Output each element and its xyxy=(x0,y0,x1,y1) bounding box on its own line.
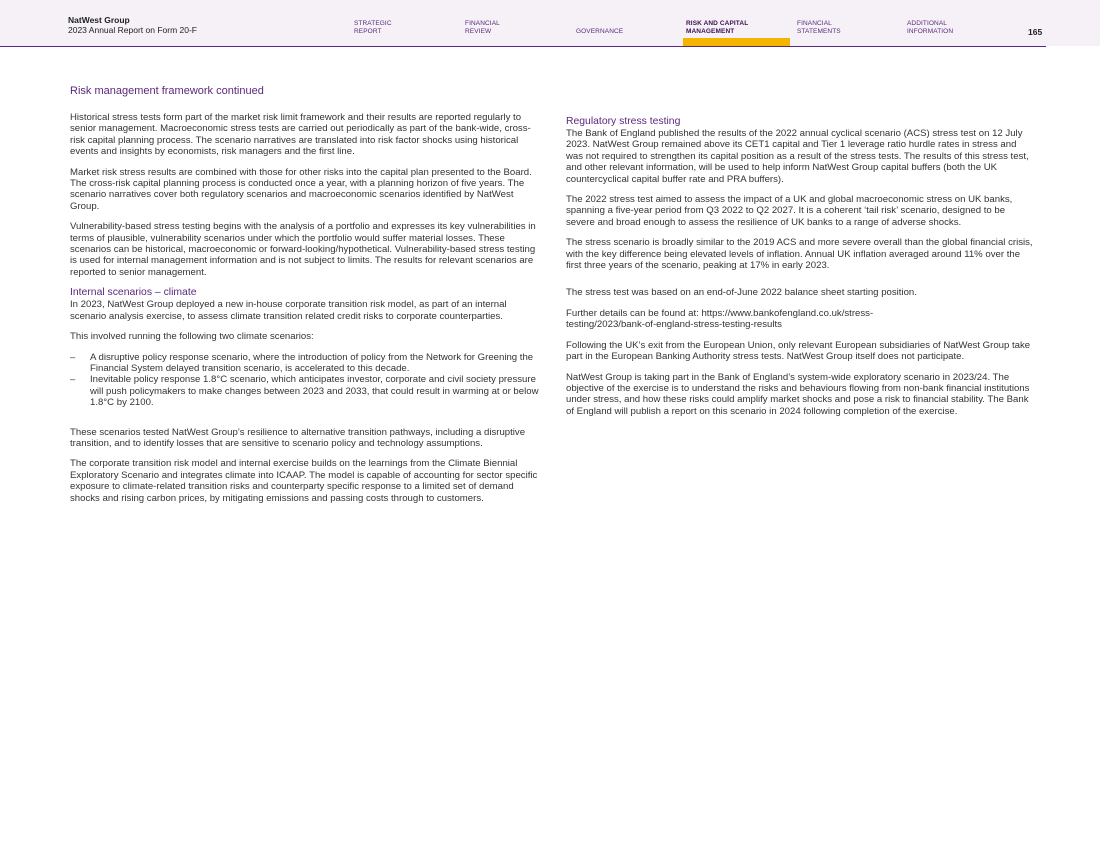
brand-name: NatWest Group xyxy=(68,15,130,25)
paragraph: NatWest Group is taking part in the Bank of England’s system-wide exploratory scenario in 2023/24. The objective of the exercise is to understand the risks and behaviours flowing from non-bank financial institutions under stress, and how these risks could amplify market shocks and pose a risk to financial stability. The Bank of England will publish a report on this scenario in 2024 following completion of the exercise. xyxy=(566,371,1030,417)
paragraph: Historical stress tests form part of the market risk limit framework and their results are reported regularly to senior management. Macroeconomic stress tests are carried out periodically as part of the bank-wide, cross-risk capital planning process. The scenario narratives are translated into risk factor shocks using historical events and insights by economists, risk managers and the first line. xyxy=(70,112,531,158)
scenario-list xyxy=(70,352,540,409)
list-item xyxy=(70,352,540,375)
nav-governance[interactable] xyxy=(576,28,623,36)
paragraph: The stress test was based on an end-of-June 2022 balance sheet starting position. xyxy=(566,287,917,299)
right-column xyxy=(566,116,1036,426)
nav-label-line2: MANAGEMENT xyxy=(686,27,735,35)
brand-block xyxy=(68,15,197,35)
bullet-dash: – xyxy=(70,374,76,386)
nav-additional-information[interactable] xyxy=(907,20,953,35)
header-divider xyxy=(0,46,1046,47)
nav-label-line1: STRATEGIC xyxy=(354,20,392,27)
nav-label-line2: REPORT xyxy=(354,27,382,35)
nav-risk-capital-management[interactable] xyxy=(686,20,748,35)
paragraph: Following the UK’s exit from the European Union, only relevant European subsidiaries of NatWest Group take part in the European Banking Authority stress tests. NatWest Group itself does not participate. xyxy=(566,339,1031,363)
left-column xyxy=(70,112,540,513)
nav-label-line2: STATEMENTS xyxy=(797,27,841,35)
page-number: 165 xyxy=(1028,27,1043,37)
nav-label-line1: FINANCIAL xyxy=(465,20,500,27)
active-section-indicator xyxy=(683,38,790,46)
paragraph: These scenarios tested NatWest Group’s resilience to alternative transition pathways, including a disruptive transition, and to identify losses that are sensitive to scenario policy and technology assumptions. xyxy=(70,426,526,449)
paragraph: This involved running the following two climate scenarios: xyxy=(70,331,314,343)
bullet-dash: – xyxy=(70,351,76,363)
list-item-text: A disruptive policy response scenario, where the introduction of policy from the Network for Greening the Financial System delayed transition scenario, is accelerated to this decade. xyxy=(90,351,534,374)
subheading-climate: Internal scenarios – climate xyxy=(70,287,197,299)
paragraph: The stress scenario is broadly similar to the 2019 ACS and more severe overall than the global financial crisis, with the key difference being elevated levels of inflation. Annual UK inflation averaged around 11% over the first three years of the scenario, peaking at 17% in early 2023. xyxy=(566,237,1033,272)
nav-label-line2: REVIEW xyxy=(465,27,492,35)
nav-label-line1: ADDITIONAL xyxy=(907,20,948,27)
section-title: Risk management framework continued xyxy=(70,85,264,97)
nav-financial-review[interactable] xyxy=(465,20,500,35)
boe-results-link[interactable]: testing/2023/bank-of-england-stress-testing-results xyxy=(566,319,782,331)
subheading-regulatory: Regulatory stress testing xyxy=(566,116,681,127)
nav-strategic-report[interactable] xyxy=(354,20,392,35)
list-item xyxy=(70,374,540,408)
link-intro-text: Further details can be found at: https://www.bankofengland.co.uk/stress- xyxy=(566,307,874,319)
list-item-text: Inevitable policy response 1.8°C scenario, which anticipates investor, corporate and civil society pressure will push policymakers to make changes between 2023 and 2033, that could result in warming at or below 1.8°C by 2100. xyxy=(90,374,539,409)
paragraph: Market risk stress results are combined with those for other risks into the capital plan presented to the Board. The cross-risk capital planning process is conducted once a year, with a planning horizon of five years. The scenario narratives cover both regulatory scenarios and macroeconomic scenarios identified by NatWest Group. xyxy=(70,166,532,212)
paragraph: The corporate transition risk model and internal exercise builds on the learnings from the Climate Biennial Exploratory Scenario and integrates climate into ICAAP. The model is capable of accounting for sector specific exposure to climate-related transition risks and counterparty specific response to a limited set of demand shocks and rising carbon prices, by mitigating emissions and passing costs through to customers. xyxy=(70,458,538,504)
paragraph: The Bank of England published the results of the 2022 annual cyclical scenario (ACS) stress test on 12 July 2023. NatWest Group remained above its CET1 capital and Tier 1 leverage ratio hurdle rates in stress and was not required to strengthen its capital position as a result of the stress tests. The results of this stress test, and other relevant information, will be used to help inform NatWest Group capital buffers (both the UK countercyclical capital buffer rate and PRA buffers). xyxy=(566,128,1029,185)
nav-label-line1: GOVERNANCE xyxy=(576,28,624,35)
nav-label-line1: FINANCIAL xyxy=(797,20,832,27)
nav-label-line1: RISK AND CAPITAL xyxy=(686,20,749,27)
paragraph: The 2022 stress test aimed to assess the impact of a UK and global macroeconomic stress on UK banks, spanning a five-year period from Q3 2022 to Q2 2027. It is a coherent ‘tail risk’ scenario, designed to be severe and broad enough to assess the resilience of UK banks to a range of adverse shocks. xyxy=(566,194,1013,228)
page-header xyxy=(0,0,1100,46)
paragraph: In 2023, NatWest Group deployed a new in-house corporate transition risk model, as part of an internal scenario analysis exercise, to assess climate transition related credit risks to corporate counterparties. xyxy=(70,299,507,322)
nav-financial-statements[interactable] xyxy=(797,20,841,35)
report-title: 2023 Annual Report on Form 20-F xyxy=(68,25,197,35)
paragraph-link xyxy=(566,308,1036,331)
paragraph: Vulnerability-based stress testing begins with the analysis of a portfolio and expresses its key vulnerabilities in terms of plausible, vulnerability scenarios under which the portfolio would suffer material losses. These scenarios can be historical, macroeconomic or forward-looking/hypothetical. Vulnerability-based stress testing is used for internal management information and is not subject to limits. The results for relevant scenarios are reported to senior management. xyxy=(70,221,536,278)
nav-label-line2: INFORMATION xyxy=(907,27,954,35)
